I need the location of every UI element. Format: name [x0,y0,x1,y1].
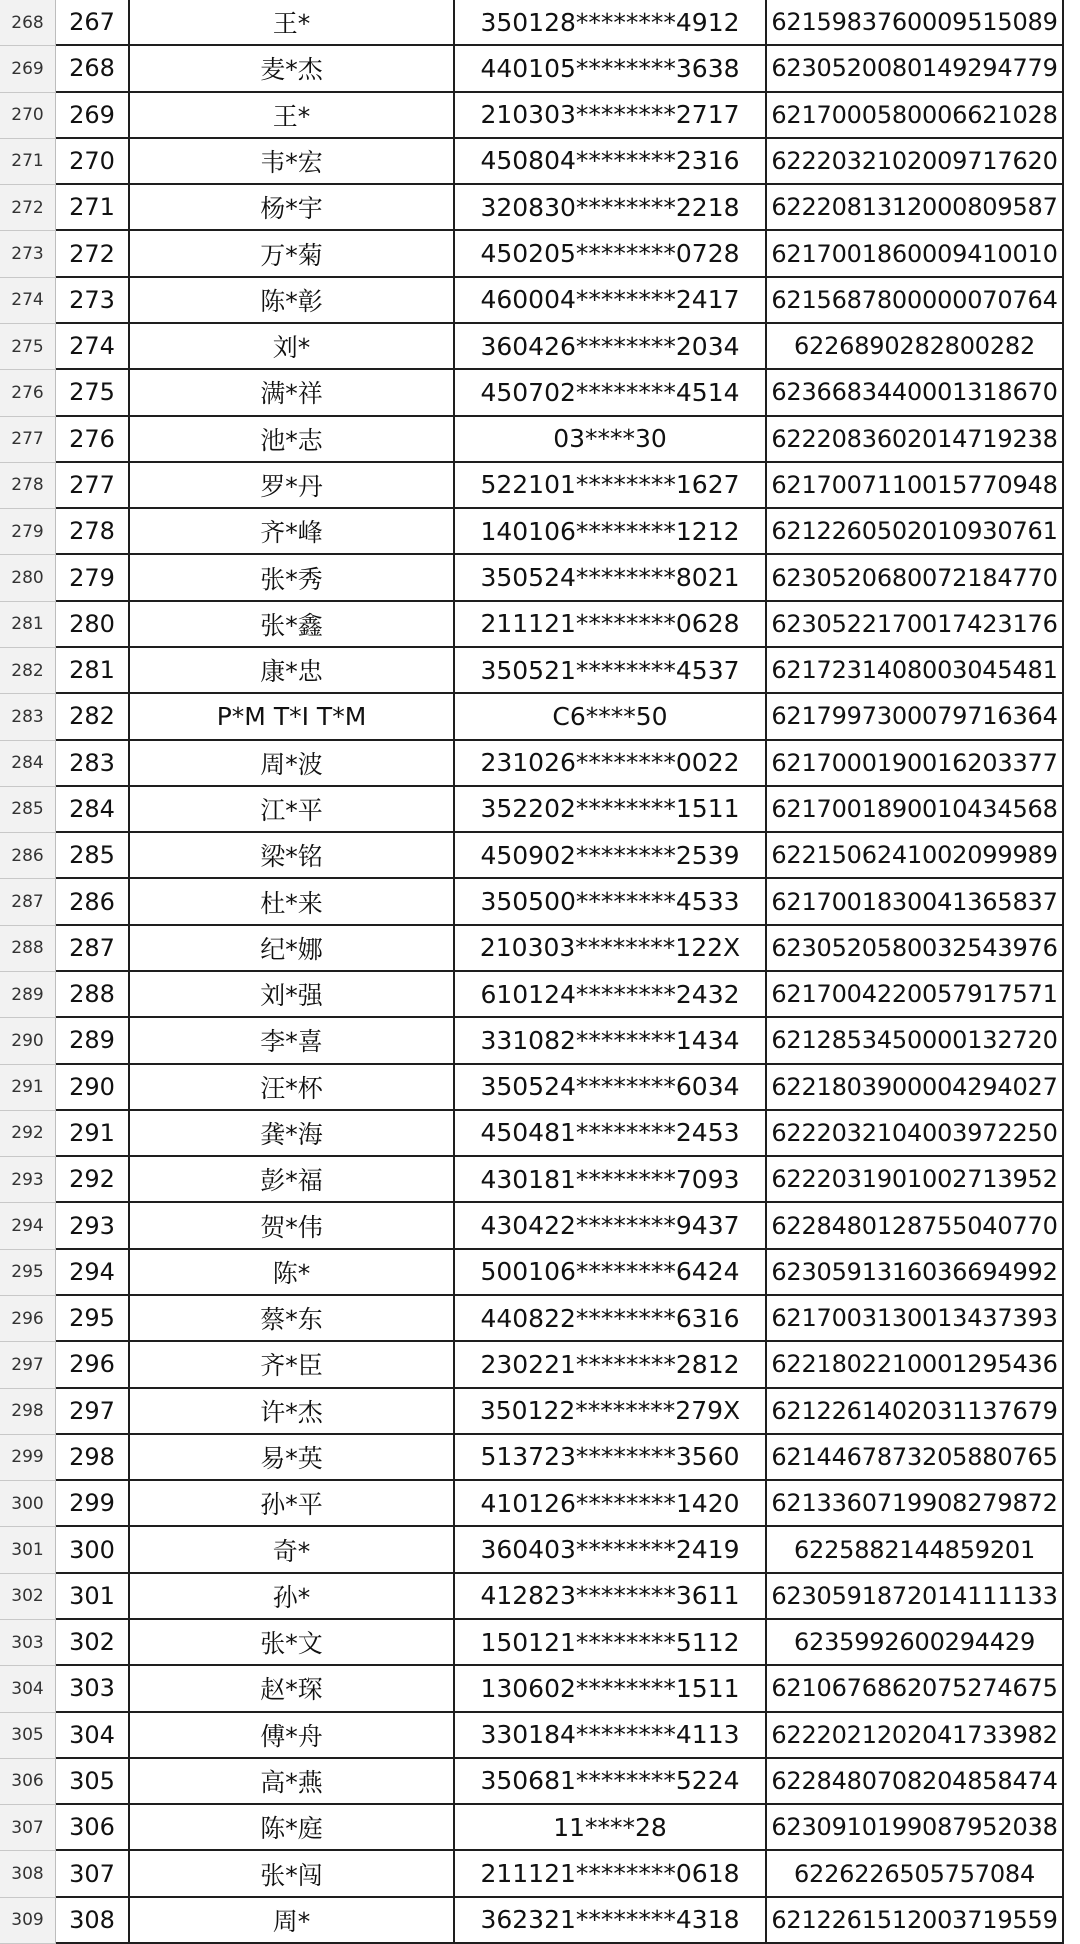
sequence-cell[interactable]: 273 [56,278,130,324]
id-number-cell[interactable]: 350524********6034 [455,1065,767,1111]
bank-card-cell[interactable]: 6215983760009515089 [767,0,1064,46]
row-number[interactable]: 295 [0,1250,56,1296]
name-cell[interactable]: 孙* [130,1574,455,1620]
table-row [0,1898,1080,1944]
id-number-cell[interactable]: 03****30 [455,417,767,463]
empty-margin [1064,555,1080,601]
sequence-cell[interactable]: 275 [56,370,130,416]
sequence-cell[interactable]: 282 [56,694,130,740]
bank-card-cell[interactable]: 6212260502010930761 [767,509,1064,555]
name-cell[interactable]: 陈*彰 [130,278,455,324]
name-cell[interactable]: 彭*福 [130,1157,455,1203]
sequence-cell[interactable]: 290 [56,1065,130,1111]
name-cell[interactable]: P*M T*I T*M [130,694,455,740]
id-number-cell[interactable]: 440822********6316 [455,1296,767,1342]
empty-margin [1064,139,1080,185]
name-cell[interactable]: 王* [130,0,455,46]
bank-card-cell[interactable]: 6230520080149294779 [767,46,1064,92]
table-row [0,1620,1080,1666]
table-row [0,1111,1080,1157]
name-cell[interactable]: 池*志 [130,417,455,463]
id-number-cell[interactable]: 440105********3638 [455,46,767,92]
sequence-cell[interactable]: 287 [56,926,130,972]
bank-card-cell[interactable]: 6230910199087952038 [767,1805,1064,1851]
sequence-cell[interactable]: 277 [56,463,130,509]
empty-margin [1064,417,1080,463]
id-number-cell[interactable]: 610124********2432 [455,972,767,1018]
table-row [0,1851,1080,1897]
row-number[interactable]: 270 [0,93,56,139]
table-row [0,370,1080,416]
empty-margin [1064,602,1080,648]
bank-card-cell[interactable]: 6230520680072184770 [767,555,1064,601]
row-number[interactable]: 274 [0,278,56,324]
empty-margin [1064,694,1080,740]
table-row [0,1296,1080,1342]
id-number-cell[interactable]: 430181********7093 [455,1157,767,1203]
table-row [0,648,1080,694]
bank-card-cell[interactable]: 6230520580032543976 [767,926,1064,972]
id-number-cell[interactable]: 331082********1434 [455,1018,767,1064]
table-row [0,185,1080,231]
empty-margin [1064,833,1080,879]
empty-margin [1064,1157,1080,1203]
table-row [0,324,1080,370]
sequence-cell[interactable]: 308 [56,1898,130,1944]
id-number-cell[interactable]: 350681********5224 [455,1759,767,1805]
table-row [0,1666,1080,1712]
row-number[interactable]: 269 [0,46,56,92]
table-row [0,1435,1080,1481]
id-number-cell[interactable]: 450205********0728 [455,231,767,277]
id-number-cell[interactable]: 450804********2316 [455,139,767,185]
table-row [0,93,1080,139]
name-cell[interactable]: 杨*宇 [130,185,455,231]
table-row [0,787,1080,833]
id-number-cell[interactable]: 230221********2812 [455,1342,767,1388]
table-row [0,1713,1080,1759]
sequence-cell[interactable]: 301 [56,1574,130,1620]
name-cell[interactable]: 李*喜 [130,1018,455,1064]
table-row [0,1250,1080,1296]
row-number[interactable]: 287 [0,879,56,925]
name-cell[interactable]: 许*杰 [130,1389,455,1435]
empty-margin [1064,879,1080,925]
empty-margin [1064,324,1080,370]
bank-card-cell[interactable]: 6217000580006621028 [767,93,1064,139]
empty-margin [1064,1805,1080,1851]
sequence-cell[interactable]: 292 [56,1157,130,1203]
sequence-cell[interactable]: 289 [56,1018,130,1064]
name-cell[interactable]: 梁*铭 [130,833,455,879]
bank-card-cell[interactable]: 6222083602014719238 [767,417,1064,463]
name-cell[interactable]: 张*文 [130,1620,455,1666]
name-cell[interactable]: 刘*强 [130,972,455,1018]
sequence-cell[interactable]: 294 [56,1250,130,1296]
sequence-cell[interactable]: 280 [56,602,130,648]
bank-card-cell[interactable]: 6222021202041733982 [767,1713,1064,1759]
sequence-cell[interactable]: 279 [56,555,130,601]
name-cell[interactable]: 高*燕 [130,1759,455,1805]
sequence-cell[interactable]: 283 [56,741,130,787]
sequence-cell[interactable]: 276 [56,417,130,463]
sequence-cell[interactable]: 281 [56,648,130,694]
empty-margin [1064,972,1080,1018]
id-number-cell[interactable]: 362321********4318 [455,1898,767,1944]
name-cell[interactable]: 麦*杰 [130,46,455,92]
id-number-cell[interactable]: 450902********2539 [455,833,767,879]
empty-margin [1064,1250,1080,1296]
name-cell[interactable]: 康*忠 [130,648,455,694]
id-number-cell[interactable]: 460004********2417 [455,278,767,324]
row-number[interactable]: 288 [0,926,56,972]
row-number[interactable]: 282 [0,648,56,694]
row-number[interactable]: 294 [0,1203,56,1249]
id-number-cell[interactable]: 352202********1511 [455,787,767,833]
name-cell[interactable]: 张*秀 [130,555,455,601]
table-row [0,741,1080,787]
empty-margin [1064,787,1080,833]
id-number-cell[interactable]: 450702********4514 [455,370,767,416]
table-row [0,972,1080,1018]
name-cell[interactable]: 赵*琛 [130,1666,455,1712]
sequence-cell[interactable]: 272 [56,231,130,277]
sequence-cell[interactable]: 300 [56,1527,130,1573]
row-number[interactable]: 271 [0,139,56,185]
table-row [0,1574,1080,1620]
name-cell[interactable]: 龚*海 [130,1111,455,1157]
row-number[interactable]: 298 [0,1389,56,1435]
table-row [0,46,1080,92]
sequence-cell[interactable]: 278 [56,509,130,555]
row-number[interactable]: 300 [0,1481,56,1527]
bank-card-cell[interactable]: 6217997300079716364 [767,694,1064,740]
row-number[interactable]: 297 [0,1342,56,1388]
row-number[interactable]: 284 [0,741,56,787]
bank-card-cell[interactable]: 6212261402031137679 [767,1389,1064,1435]
row-number[interactable]: 299 [0,1435,56,1481]
sequence-cell[interactable]: 269 [56,93,130,139]
sequence-cell[interactable]: 286 [56,879,130,925]
row-number[interactable]: 281 [0,602,56,648]
bank-card-cell[interactable]: 6217000190016203377 [767,741,1064,787]
name-cell[interactable]: 周* [130,1898,455,1944]
table-row [0,1481,1080,1527]
bank-card-cell[interactable]: 6226226505757084 [767,1851,1064,1897]
bank-card-cell[interactable]: 6217231408003045481 [767,648,1064,694]
bank-card-cell[interactable]: 6226890282800282 [767,324,1064,370]
sequence-cell[interactable]: 295 [56,1296,130,1342]
name-cell[interactable]: 张*闯 [130,1851,455,1897]
bank-card-cell[interactable]: 6230591316036694992 [767,1250,1064,1296]
sequence-cell[interactable]: 274 [56,324,130,370]
id-number-cell[interactable]: 11****28 [455,1805,767,1851]
empty-margin [1064,1574,1080,1620]
bank-card-cell[interactable]: 6217001830041365837 [767,879,1064,925]
id-number-cell[interactable]: 450481********2453 [455,1111,767,1157]
name-cell[interactable]: 蔡*东 [130,1296,455,1342]
empty-margin [1064,0,1080,46]
name-cell[interactable]: 汪*杯 [130,1065,455,1111]
table-row [0,1759,1080,1805]
bank-card-cell[interactable]: 6213360719908279872 [767,1481,1064,1527]
name-cell[interactable]: 贺*伟 [130,1203,455,1249]
id-number-cell[interactable]: 211121********0628 [455,602,767,648]
bank-card-cell[interactable]: 6230591872014111133 [767,1574,1064,1620]
empty-margin [1064,1203,1080,1249]
empty-margin [1064,1018,1080,1064]
empty-margin [1064,93,1080,139]
row-number[interactable]: 304 [0,1666,56,1712]
id-number-cell[interactable]: 513723********3560 [455,1435,767,1481]
bank-card-cell[interactable]: 6225882144859201 [767,1527,1064,1573]
row-number[interactable]: 285 [0,787,56,833]
table-row [0,1342,1080,1388]
id-number-cell[interactable]: 330184********4113 [455,1713,767,1759]
empty-margin [1064,231,1080,277]
table-row [0,926,1080,972]
bank-card-cell[interactable]: 6228480708204858474 [767,1759,1064,1805]
sequence-cell[interactable]: 288 [56,972,130,1018]
row-number[interactable]: 290 [0,1018,56,1064]
sequence-cell[interactable]: 303 [56,1666,130,1712]
table-row [0,694,1080,740]
id-number-cell[interactable]: 350524********8021 [455,555,767,601]
row-number[interactable]: 305 [0,1713,56,1759]
sequence-cell[interactable]: 299 [56,1481,130,1527]
empty-margin [1064,463,1080,509]
row-number[interactable]: 301 [0,1527,56,1573]
sequence-cell[interactable]: 285 [56,833,130,879]
bank-card-cell[interactable]: 6222031901002713952 [767,1157,1064,1203]
bank-card-cell[interactable]: 6230522170017423176 [767,602,1064,648]
empty-margin [1064,509,1080,555]
table-row [0,602,1080,648]
empty-margin [1064,1481,1080,1527]
row-number[interactable]: 306 [0,1759,56,1805]
table-row [0,509,1080,555]
sequence-cell[interactable]: 298 [56,1435,130,1481]
table-row [0,879,1080,925]
name-cell[interactable]: 江*平 [130,787,455,833]
id-number-cell[interactable]: 350521********4537 [455,648,767,694]
table-row [0,555,1080,601]
id-number-cell[interactable]: 410126********1420 [455,1481,767,1527]
empty-margin [1064,741,1080,787]
empty-margin [1064,1342,1080,1388]
sequence-cell[interactable]: 267 [56,0,130,46]
id-number-cell[interactable]: 210303********122X [455,926,767,972]
empty-margin [1064,1435,1080,1481]
table-row [0,1065,1080,1111]
bank-card-cell[interactable]: 6215687800000070764 [767,278,1064,324]
row-number[interactable]: 279 [0,509,56,555]
id-number-cell[interactable]: 350122********279X [455,1389,767,1435]
table-row [0,139,1080,185]
sequence-cell[interactable]: 271 [56,185,130,231]
row-number[interactable]: 293 [0,1157,56,1203]
id-number-cell[interactable]: 210303********2717 [455,93,767,139]
name-cell[interactable]: 易*英 [130,1435,455,1481]
sequence-cell[interactable]: 302 [56,1620,130,1666]
sequence-cell[interactable]: 306 [56,1805,130,1851]
name-cell[interactable]: 陈*庭 [130,1805,455,1851]
row-number[interactable]: 278 [0,463,56,509]
bank-card-cell[interactable]: 6217004220057917571 [767,972,1064,1018]
empty-margin [1064,1620,1080,1666]
name-cell[interactable]: 纪*娜 [130,926,455,972]
name-cell[interactable]: 刘* [130,324,455,370]
name-cell[interactable]: 齐*臣 [130,1342,455,1388]
id-number-cell[interactable]: 350500********4533 [455,879,767,925]
name-cell[interactable]: 万*菊 [130,231,455,277]
bank-card-cell[interactable]: 6236683440001318670 [767,370,1064,416]
table-row [0,278,1080,324]
row-number[interactable]: 275 [0,324,56,370]
empty-margin [1064,1296,1080,1342]
row-number[interactable]: 307 [0,1805,56,1851]
name-cell[interactable]: 杜*来 [130,879,455,925]
sequence-cell[interactable]: 270 [56,139,130,185]
id-number-cell[interactable]: 500106********6424 [455,1250,767,1296]
row-number[interactable]: 273 [0,231,56,277]
id-number-cell[interactable]: 412823********3611 [455,1574,767,1620]
name-cell[interactable]: 王* [130,93,455,139]
empty-margin [1064,1111,1080,1157]
id-number-cell[interactable]: 430422********9437 [455,1203,767,1249]
empty-margin [1064,1527,1080,1573]
id-number-cell[interactable]: 360426********2034 [455,324,767,370]
row-number[interactable]: 291 [0,1065,56,1111]
sequence-cell[interactable]: 304 [56,1713,130,1759]
id-number-cell[interactable]: 231026********0022 [455,741,767,787]
table-row [0,1018,1080,1064]
name-cell[interactable]: 齐*峰 [130,509,455,555]
table-row [0,1389,1080,1435]
id-number-cell[interactable]: 320830********2218 [455,185,767,231]
name-cell[interactable]: 陈* [130,1250,455,1296]
row-number[interactable]: 302 [0,1574,56,1620]
empty-margin [1064,185,1080,231]
id-number-cell[interactable]: 522101********1627 [455,463,767,509]
table-row [0,463,1080,509]
row-number[interactable]: 283 [0,694,56,740]
name-cell[interactable]: 奇* [130,1527,455,1573]
empty-margin [1064,648,1080,694]
bank-card-cell[interactable]: 6221506241002099989 [767,833,1064,879]
bank-card-cell[interactable]: 6217007110015770948 [767,463,1064,509]
table-row [0,231,1080,277]
row-number[interactable]: 292 [0,1111,56,1157]
bank-card-cell[interactable]: 6217003130013437393 [767,1296,1064,1342]
table-row [0,1805,1080,1851]
empty-margin [1064,46,1080,92]
id-number-cell[interactable]: 350128********4912 [455,0,767,46]
table-row [0,0,1080,46]
name-cell[interactable]: 罗*丹 [130,463,455,509]
bank-card-cell[interactable]: 6222032104003972250 [767,1111,1064,1157]
name-cell[interactable]: 满*祥 [130,370,455,416]
id-number-cell[interactable]: 360403********2419 [455,1527,767,1573]
bank-card-cell[interactable]: 6228480128755040770 [767,1203,1064,1249]
name-cell[interactable]: 张*鑫 [130,602,455,648]
table-row [0,417,1080,463]
empty-margin [1064,1851,1080,1897]
row-number[interactable]: 272 [0,185,56,231]
bank-card-cell[interactable]: 6212853450000132720 [767,1018,1064,1064]
row-number[interactable]: 309 [0,1898,56,1944]
row-number[interactable]: 296 [0,1296,56,1342]
sequence-cell[interactable]: 284 [56,787,130,833]
name-cell[interactable]: 傅*舟 [130,1713,455,1759]
table-row [0,833,1080,879]
id-number-cell[interactable]: C6****50 [455,694,767,740]
bank-card-cell[interactable]: 6214467873205880765 [767,1435,1064,1481]
bank-card-cell[interactable]: 6210676862075274675 [767,1666,1064,1712]
bank-card-cell[interactable]: 6221803900004294027 [767,1065,1064,1111]
row-number[interactable]: 277 [0,417,56,463]
bank-card-cell[interactable]: 6217001860009410010 [767,231,1064,277]
id-number-cell[interactable]: 130602********1511 [455,1666,767,1712]
id-number-cell[interactable]: 140106********1212 [455,509,767,555]
sequence-cell[interactable]: 293 [56,1203,130,1249]
name-cell[interactable]: 周*波 [130,741,455,787]
empty-margin [1064,1898,1080,1944]
bank-card-cell[interactable]: 6222081312000809587 [767,185,1064,231]
sequence-cell[interactable]: 268 [56,46,130,92]
row-number[interactable]: 268 [0,0,56,46]
table-row [0,1527,1080,1573]
sequence-cell[interactable]: 297 [56,1389,130,1435]
id-number-cell[interactable]: 150121********5112 [455,1620,767,1666]
table-row [0,1157,1080,1203]
name-cell[interactable]: 孙*平 [130,1481,455,1527]
sequence-cell[interactable]: 296 [56,1342,130,1388]
bank-card-cell[interactable]: 6235992600294429 [767,1620,1064,1666]
empty-margin [1064,1389,1080,1435]
sequence-cell[interactable]: 307 [56,1851,130,1897]
empty-margin [1064,1759,1080,1805]
empty-margin [1064,1666,1080,1712]
row-number[interactable]: 286 [0,833,56,879]
row-number[interactable]: 276 [0,370,56,416]
bank-card-cell[interactable]: 6217001890010434568 [767,787,1064,833]
row-number[interactable]: 308 [0,1851,56,1897]
sequence-cell[interactable]: 305 [56,1759,130,1805]
empty-margin [1064,1065,1080,1111]
row-number[interactable]: 289 [0,972,56,1018]
name-cell[interactable]: 韦*宏 [130,139,455,185]
empty-margin [1064,926,1080,972]
row-number[interactable]: 303 [0,1620,56,1666]
sequence-cell[interactable]: 291 [56,1111,130,1157]
bank-card-cell[interactable]: 6222032102009717620 [767,139,1064,185]
id-number-cell[interactable]: 211121********0618 [455,1851,767,1897]
bank-card-cell[interactable]: 6212261512003719559 [767,1898,1064,1944]
bank-card-cell[interactable]: 6221802210001295436 [767,1342,1064,1388]
row-number[interactable]: 280 [0,555,56,601]
empty-margin [1064,278,1080,324]
empty-margin [1064,1713,1080,1759]
table-row [0,1203,1080,1249]
empty-margin [1064,370,1080,416]
